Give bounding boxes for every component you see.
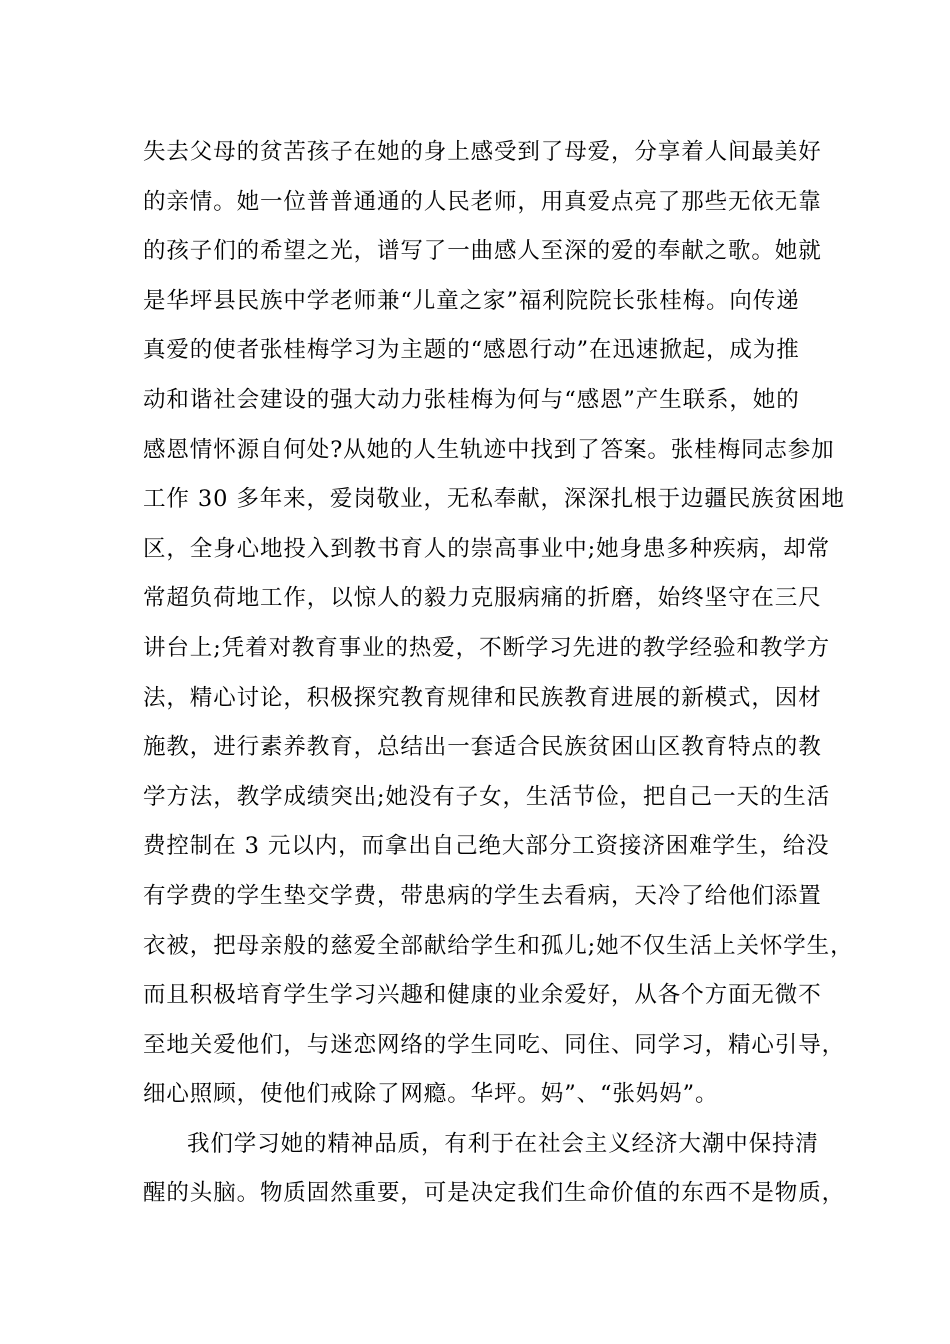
- text-line: 费控制在 3 元以内，而拿出自己绝大部分工资接济困难学生，给没: [143, 833, 830, 860]
- body-text: [143, 128, 854, 1219]
- text-line: 工作 30 多年来，爱岗敬业，无私奉献，深深扎根于边疆民族贫困地: [143, 486, 845, 513]
- text-line: 区，全身心地投入到教书育人的崇高事业中;她身患多种疾病，却常: [143, 535, 831, 562]
- text-line: 的孩子们的希望之光，谱写了一曲感人至深的爱的奉献之歌。她就: [143, 238, 822, 265]
- text-line: 动和谐社会建设的强大动力张桂梅为何与“感恩”产生联系，她的: [143, 386, 800, 413]
- text-line: 衣被，把母亲般的慈爱全部献给学生和孤儿;她不仅生活上关怀学生，: [143, 932, 854, 959]
- text-line: 细心照顾，使他们戒除了网瘾。华坪。妈”、“张妈妈”。: [143, 1081, 719, 1108]
- text-line: 有学费的学生垫交学费，带患病的学生去看病，天冷了给他们添置: [143, 882, 822, 909]
- text-line: 施教，进行素养教育，总结出一套适合民族贫困山区教育特点的教: [143, 734, 822, 761]
- text-line: 讲台上;凭着对教育事业的热爱，不断学习先进的教学经验和教学方: [143, 634, 831, 661]
- paragraph-start-line: 我们学习她的精神品质，有利于在社会主义经济大潮中保持清: [187, 1130, 819, 1157]
- text-line: 至地关爱他们，与迷恋网络的学生同吃、同住、同学习，精心引导，: [143, 1031, 846, 1058]
- text-line: 而且积极培育学生学习兴趣和健康的业余爱好，从各个方面无微不: [143, 982, 822, 1009]
- text-line: 是华坪县民族中学老师兼“儿童之家”福利院院长张桂梅。向传递: [143, 287, 800, 314]
- text-line: 学方法，教学成绩突出;她没有子女，生活节俭，把自己一天的生活: [143, 783, 831, 810]
- text-line: 的亲情。她一位普普通通的人民老师，用真爱点亮了那些无依无靠: [143, 188, 822, 215]
- text-line: 感恩情怀源自何处?从她的人生轨迹中找到了答案。张桂梅同志参加: [143, 436, 835, 463]
- text-line: 常超负荷地工作，以惊人的毅力克服病痛的折磨，始终坚守在三尺: [143, 585, 822, 612]
- text-line: 醒的头脑。物质固然重要，可是决定我们生命价值的东西不是物质，: [143, 1180, 846, 1207]
- text-line: 法，精心讨论，积极探究教育规律和民族教育进展的新模式，因材: [143, 684, 822, 711]
- text-line: 失去父母的贫苦孩子在她的身上感受到了母爱，分享着人间最美好: [143, 139, 822, 165]
- text-line: 真爱的使者张桂梅学习为主题的“感恩行动”在迅速掀起，成为推: [143, 337, 800, 364]
